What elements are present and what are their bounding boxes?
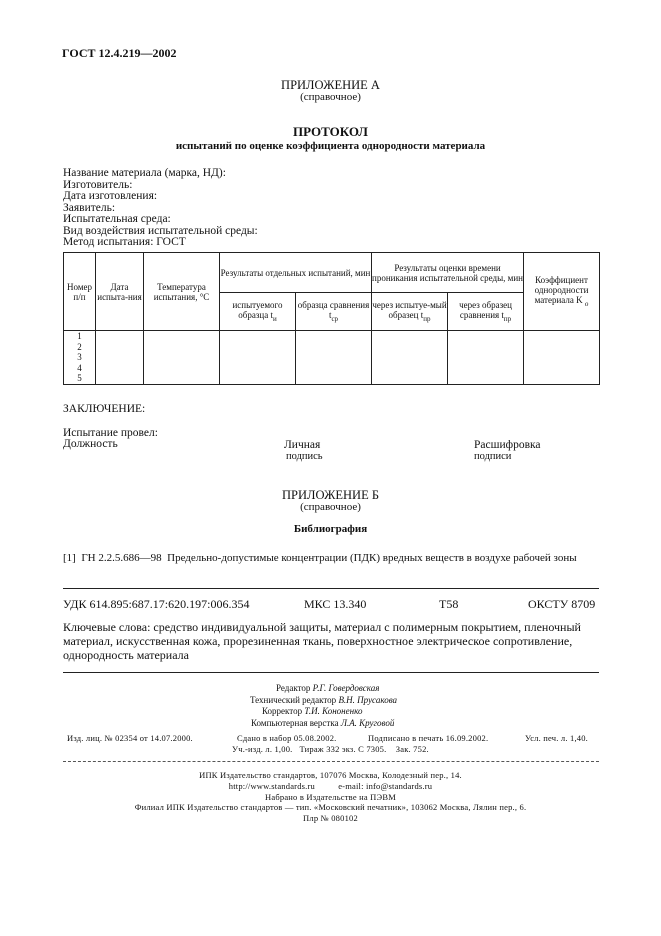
keywords-line: Ключевые слова: средство индивидуальной защиты, материал с полимерным покрытием, пленочный bbox=[63, 620, 581, 634]
divider bbox=[63, 588, 599, 589]
header-reference-sample: образца сравнения $t_{ср}$ bbox=[296, 293, 372, 331]
row-number: 2 bbox=[77, 341, 82, 352]
header-temperature: Температура испытания, °С bbox=[144, 253, 220, 331]
header-date: Дата испыта-ния bbox=[96, 253, 144, 331]
branch-address: Филиал ИПК Издательство стандартов — тип. «Московский печатник», 103062 Москва, Лялин пер., 6. bbox=[134, 802, 527, 812]
document-title: ГОСТ 12.4.219—2002 bbox=[62, 46, 177, 60]
row-number: 1 bbox=[77, 331, 82, 341]
bibliography-item: [1] ГН 2.2.5.686—98 Предельно-допустимые концентрации (ПДК) вредных веществ в воздухе рабочей зоны bbox=[63, 552, 577, 564]
credit-editor: Редактор Р.Г. Говердовская bbox=[276, 683, 380, 693]
table-cell bbox=[448, 331, 524, 385]
field-manufacture-date: Дата изготовления: bbox=[63, 190, 158, 202]
field-applicant: Заявитель: bbox=[63, 202, 116, 214]
keywords-line: однородность материала bbox=[63, 648, 189, 662]
header-through-reference: через образец сравнения $t_{пр}$ bbox=[448, 293, 524, 331]
table-cell bbox=[296, 331, 372, 385]
t-code: Т58 bbox=[439, 597, 459, 611]
appendix-a-title: ПРИЛОЖЕНИЕ А bbox=[281, 78, 380, 92]
table-cell bbox=[144, 331, 220, 385]
row-number: 3 bbox=[77, 352, 82, 362]
position-label: Должность bbox=[63, 438, 118, 450]
imprint-pages: Усл. печ. л. 1,40. bbox=[525, 733, 588, 743]
imprint-signed: Подписано в печать 16.09.2002. bbox=[368, 733, 489, 743]
publisher-address: ИПК Издательство стандартов, 107076 Москва, Колодезный пер., 14. bbox=[199, 770, 462, 780]
field-medium-exposure: Вид воздействия испытательной среды: bbox=[63, 225, 258, 237]
imprint-license: Изд. лиц. № 02354 от 14.07.2000. bbox=[67, 733, 193, 743]
dashed-divider bbox=[63, 761, 599, 762]
decoding-label: Расшифровка bbox=[474, 439, 541, 451]
table-cell bbox=[372, 331, 448, 385]
appendix-a-type: (справочное) bbox=[300, 91, 361, 103]
imprint-line2: Уч.-изд. л. 1,00. Тираж 332 экз. С 7305. Зак. 752. bbox=[232, 744, 429, 754]
appendix-b-title: ПРИЛОЖЕНИЕ Б bbox=[281, 488, 380, 502]
table-cell bbox=[96, 331, 144, 385]
field-test-method: Метод испытания: ГОСТ bbox=[63, 236, 186, 248]
credit-corrector: Корректор Т.И. Кононенко bbox=[262, 706, 363, 716]
imprint-sent: Сдано в набор 05.08.2002. bbox=[237, 733, 337, 743]
table-cell bbox=[220, 331, 296, 385]
typeset-note: Набрано в Издательстве на ПЭВМ bbox=[265, 792, 396, 802]
field-test-medium: Испытательная среда: bbox=[63, 213, 171, 225]
mks-code: МКС 13.340 bbox=[304, 597, 367, 611]
field-manufacturer: Изготовитель: bbox=[63, 179, 133, 191]
field-material-name: Название материала (марка, НД): bbox=[63, 167, 226, 179]
header-tested-sample: испытуемого образца $t_и$ bbox=[220, 293, 296, 331]
protocol-title: ПРОТОКОЛ bbox=[293, 124, 368, 139]
header-through-tested: через испытуе-мый образец $t_{пр}$ bbox=[372, 293, 448, 331]
appendix-b-type: (справочное) bbox=[300, 501, 361, 513]
keywords-line: материал, искусственная кожа, прорезиненная ткань, поверхностное электрическое сопротивление, bbox=[63, 634, 573, 648]
header-penetration-estimate: Результаты оценки времени проникания испытательной среды, мин bbox=[372, 253, 524, 293]
row-numbers bbox=[64, 331, 96, 385]
header-individual-results: Результаты отдельных испытаний, мин bbox=[220, 253, 372, 293]
publisher-web: http://www.standards.ru e-mail: info@standards.ru bbox=[228, 781, 433, 791]
row-number: 5 bbox=[77, 373, 82, 383]
header-coefficient: Коэффициент однородности материала K $_о$ bbox=[524, 253, 600, 331]
signature-label: Личная bbox=[284, 439, 321, 451]
header-number: Номер п/п bbox=[64, 253, 96, 331]
decoding-sublabel: подписи bbox=[474, 451, 512, 462]
credit-tech-editor: Технический редактор В.Н. Прусакова bbox=[250, 695, 398, 705]
row-number: 4 bbox=[77, 362, 82, 373]
protocol-subtitle: испытаний по оценке коэффициента однородности материала bbox=[175, 140, 486, 152]
tested-by-label: Испытание провел: bbox=[63, 427, 158, 439]
protocol-table bbox=[63, 252, 600, 385]
divider bbox=[63, 672, 599, 673]
udk-code: УДК 614.895:687.17:620.197:006.354 bbox=[63, 597, 250, 611]
table-cell bbox=[524, 331, 600, 385]
okstu-code: ОКСТУ 8709 bbox=[528, 597, 596, 611]
bibliography-heading: Библиография bbox=[293, 523, 368, 535]
signature-sublabel: подпись bbox=[286, 451, 323, 462]
conclusion-label: ЗАКЛЮЧЕНИЕ: bbox=[63, 403, 146, 415]
credit-layout: Компьютерная верстка Л.А. Круговой bbox=[251, 718, 395, 728]
plr-number: Плр № 080102 bbox=[303, 813, 358, 823]
